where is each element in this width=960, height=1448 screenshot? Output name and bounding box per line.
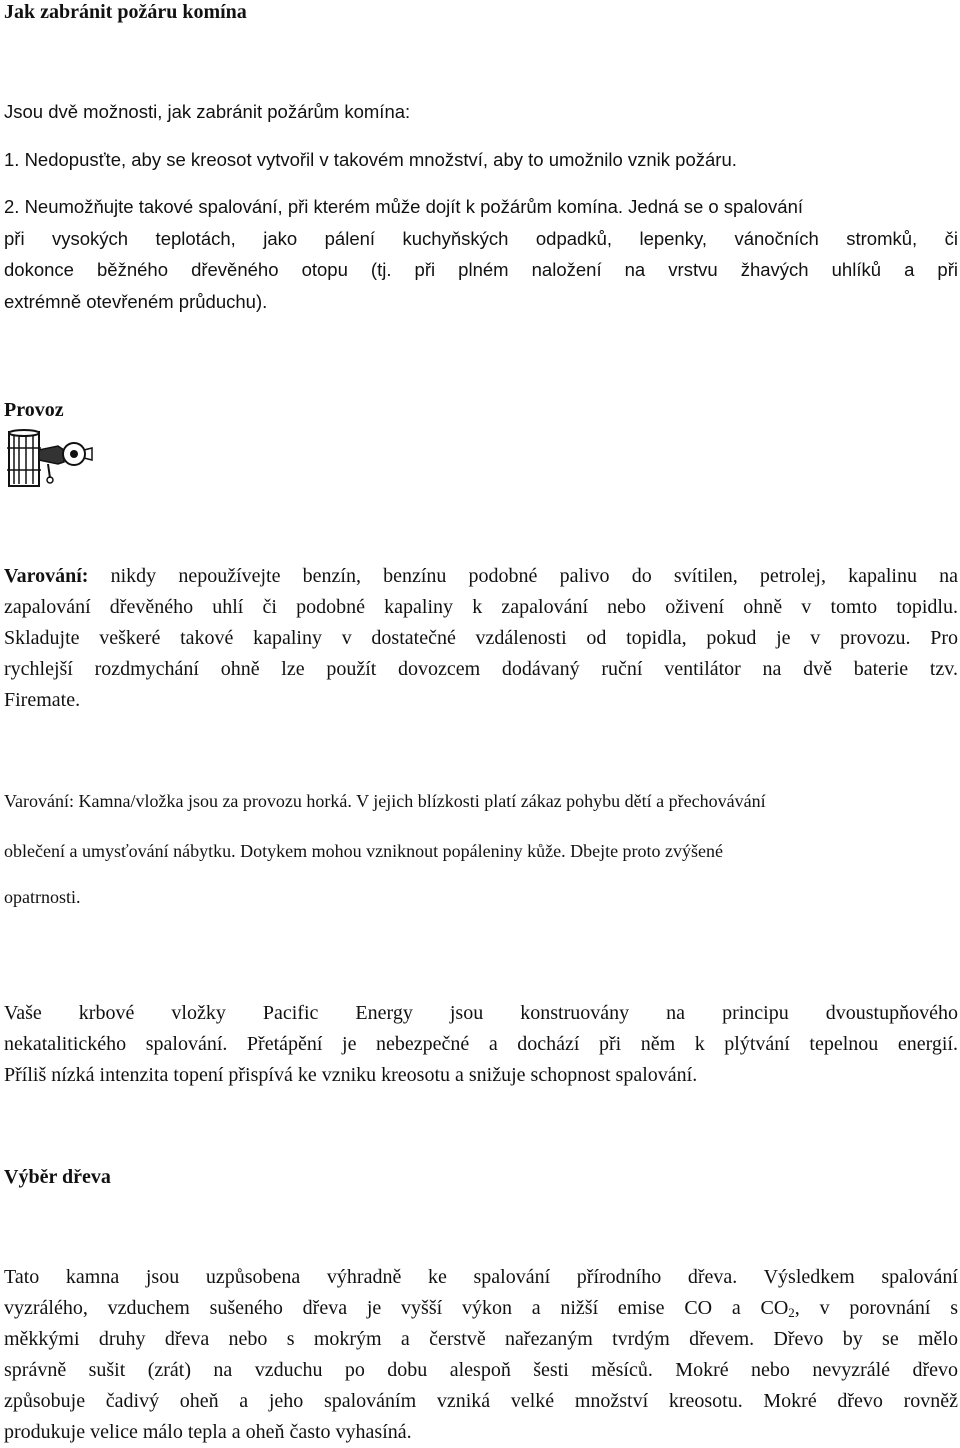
warning-1-text-first: nikdy nepoužívejte benzín, benzínu podobné palivo do svítilen, petrolej, kapalinu na (88, 565, 958, 587)
fan-device-icon (6, 428, 96, 490)
warning-1-line-3: Skladujte veškeré takové kapaliny v dostatečné vzdálenosti od topidla, pokud je v provozu. Pro (4, 627, 958, 649)
intro-item-2-line-1: 2. Neumožňujte takové spalování, při kterém může dojít k požárům komína. Jedná se o spalování (4, 196, 803, 217)
energy-line-2: nekatalitického spalování. Přetápění je nebezpečné a dochází při něm k plýtvání tepelnou energií. (4, 1033, 958, 1055)
wood-heading: Výběr dřeva (4, 1166, 111, 1188)
warning-2-line-2: oblečení a umysťování nábytku. Dotykem mohou vzniknout popáleniny kůže. Dbejte proto zvýšené (4, 841, 724, 861)
intro-item-1: 1. Nedopusťte, aby se kreosot vytvořil v takovém množství, aby to umožnilo vznik požáru. (4, 148, 737, 170)
wood-section (4, 1262, 958, 1448)
energy-line-1: Vaše krbové vložky Pacific Energy jsou konstruovány na principu dvoustupňového (4, 1002, 958, 1024)
provoz-heading: Provoz (4, 399, 64, 421)
wood-line-2 (4, 1293, 958, 1324)
wood-line-1: Tato kamna jsou uzpůsobena výhradně ke spalování přírodního dřeva. Výsledkem spalování (4, 1266, 958, 1288)
intro-item-2-line-3: dokonce běžného dřevěného otopu (tj. při plném naložení na vrstvu žhavých uhlíků a při (4, 259, 958, 280)
intro-item-2-line-4: extrémně otevřeném průduchu). (4, 290, 268, 312)
document-title: Jak zabránit požáru komína (4, 1, 247, 23)
warning-1-line-2: zapalování dřevěného uhlí či podobné kapaliny k zapalování nebo oživení ohně v tomto topidlu. (4, 596, 958, 618)
warning-1-section (4, 561, 958, 716)
wood-line-5: způsobuje čadivý oheň a jeho spalováním vzniká velké množství kreosotu. Mokré dřevo rovněž (4, 1390, 958, 1412)
energy-section (4, 998, 958, 1091)
wood-line-3: měkkými druhy dřeva nebo s mokrým a čerstvě nařezaným tvrdým dřevem. Dřevo by se mělo (4, 1328, 958, 1350)
energy-line-3: Příliš nízká intenzita topení přispívá ke vzniku kreosotu a snižuje schopnost spalování. (4, 1064, 698, 1086)
warning-1-line-1 (4, 561, 958, 592)
warning-1-line-4: rychlejší rozdmychání ohně lze použít dovozcem dodávaný ruční ventilátor na dvě baterie tzv. (4, 658, 958, 680)
warning-2-line-1: Varování: Kamna/vložka jsou za provozu horká. V jejich blízkosti platí zákaz pohybu dětí a přechovávání (4, 791, 766, 811)
intro-lead: Jsou dvě možnosti, jak zabránit požárům komína: (4, 101, 411, 122)
warning-1-label: Varování: (4, 565, 89, 587)
wood-line-2-post: , v porovnání s (794, 1297, 958, 1319)
intro-item-2-line-2: při vysokých teplotách, jako pálení kuchyňských odpadků, lepenky, vánočních stromků, či (4, 227, 958, 249)
warning-1-line-5: Firemate. (4, 689, 81, 711)
warning-2-line-3: opatrnosti. (4, 887, 81, 907)
wood-line-6: produkuje velice málo tepla a oheň často vyhasíná. (4, 1421, 412, 1443)
co2-subscript: 2 (788, 1305, 795, 1320)
wood-line-2-pre: vyzrálého, vzduchem sušeného dřeva je vyšší výkon a nižší emise CO a CO (4, 1297, 789, 1319)
wood-line-4: správně sušit (zrát) na vzduchu po dobu alespoň šesti měsíců. Mokré nebo nevyzrálé dřevo (4, 1359, 958, 1381)
intro-section (4, 96, 958, 317)
warning-2-section (4, 789, 958, 909)
